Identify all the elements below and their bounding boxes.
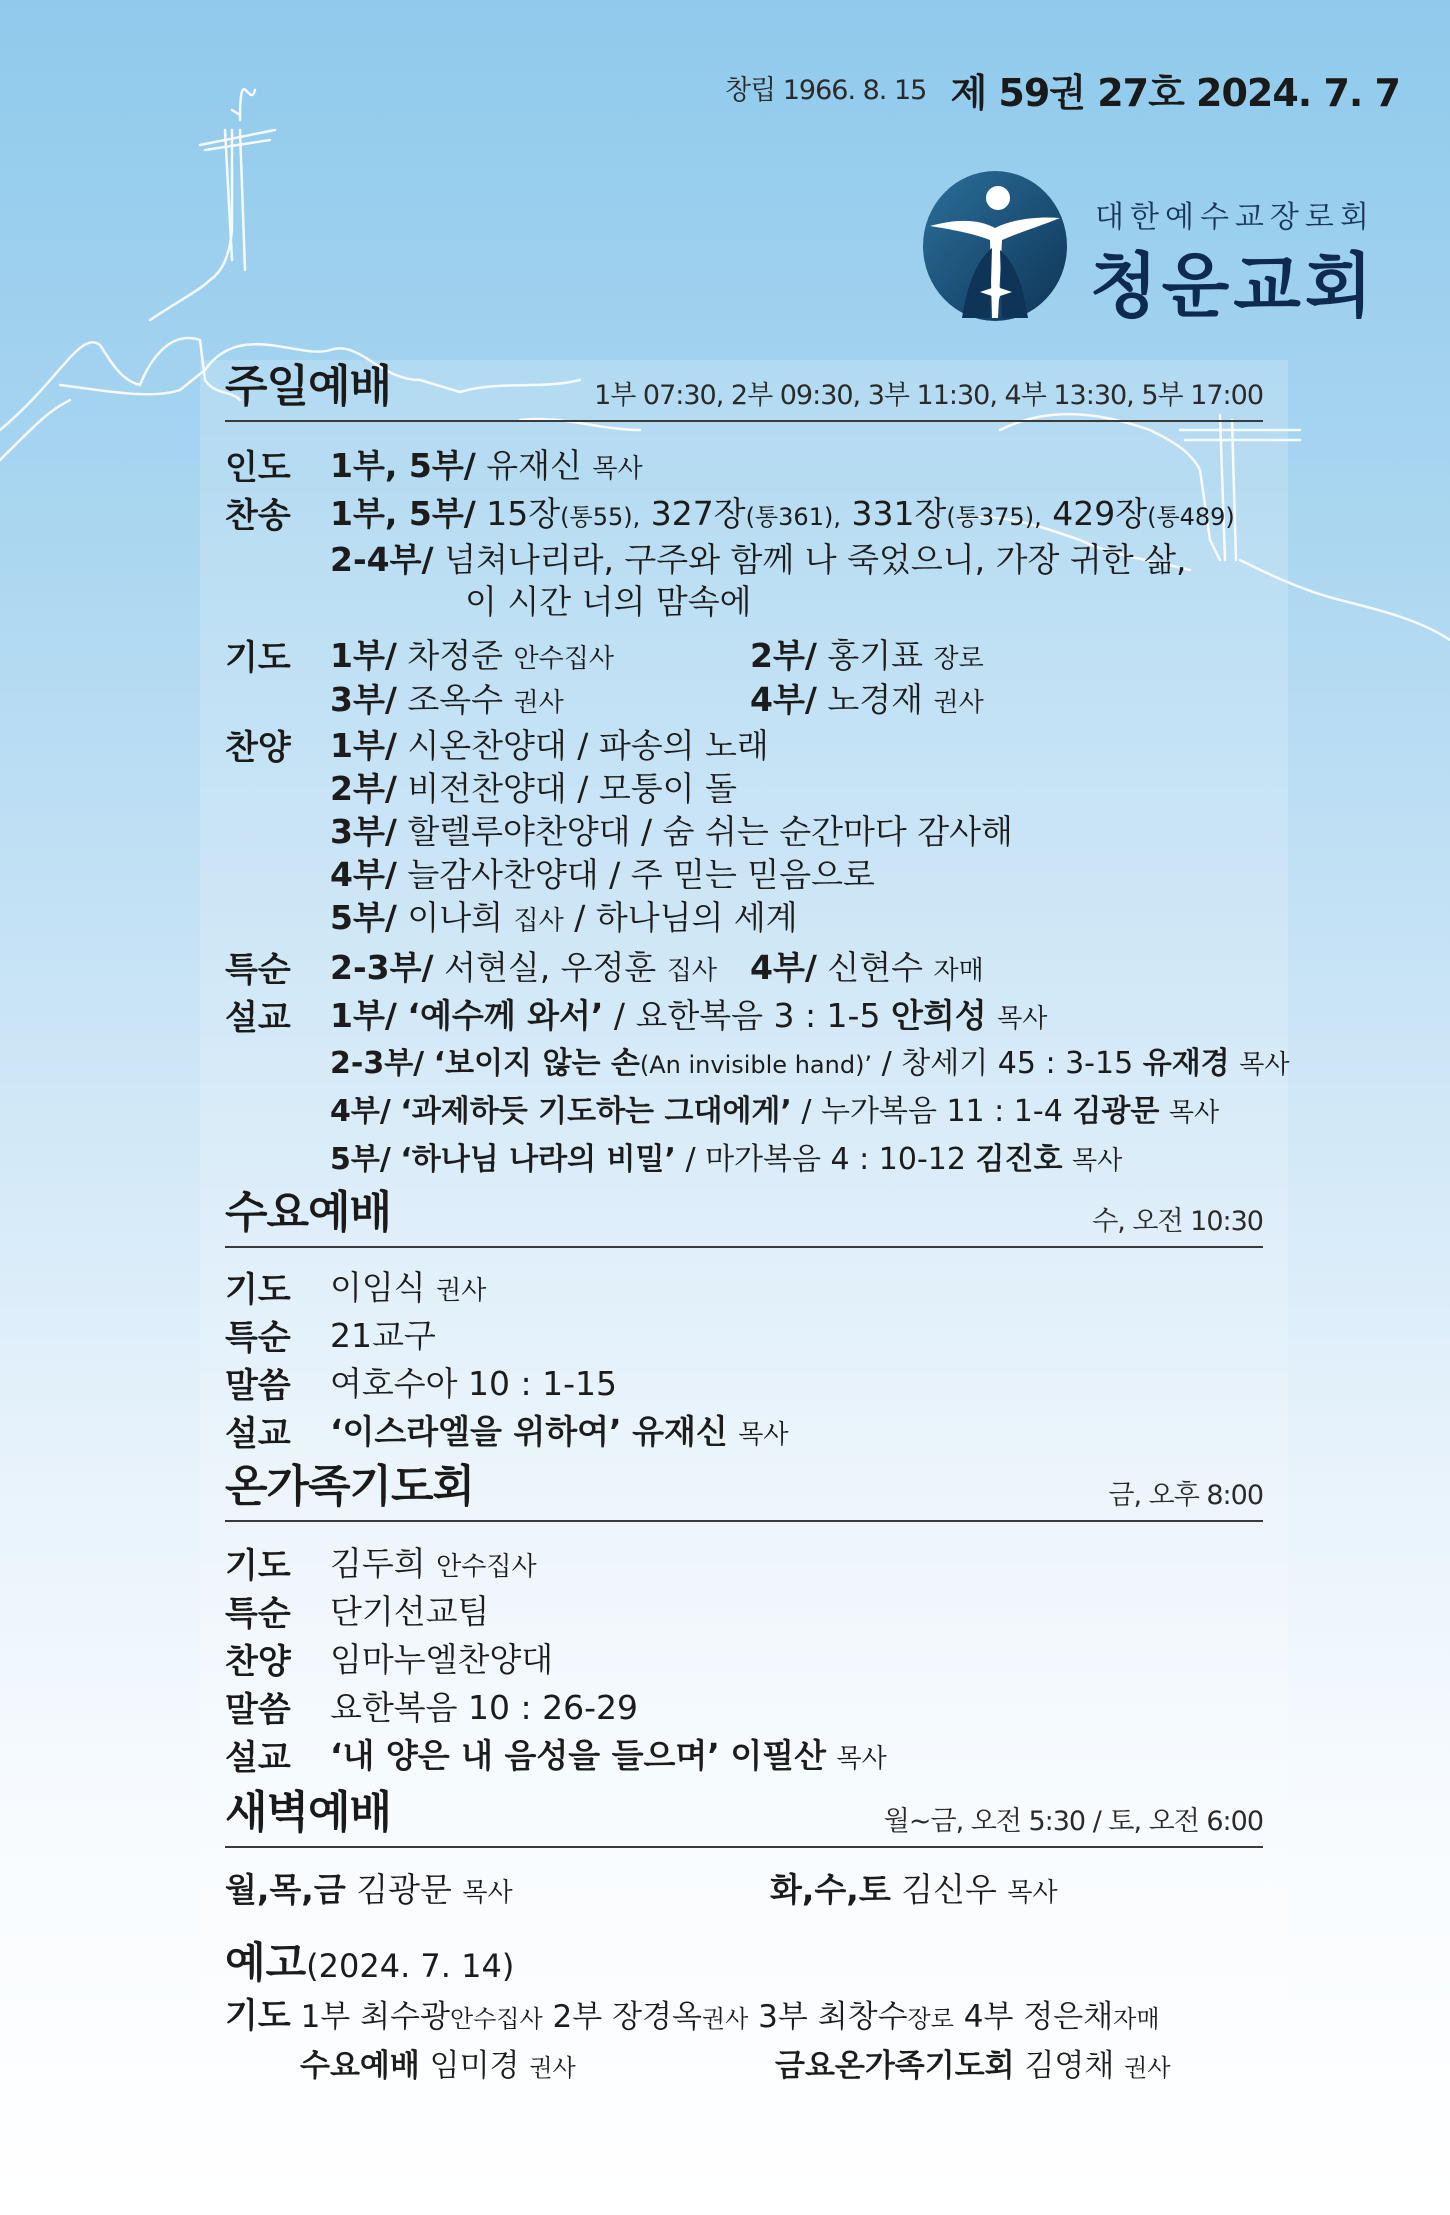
prayer-row-2 (225, 674, 1285, 718)
special-row (225, 942, 1285, 990)
sermon-title: ‘이스라엘을 위하여’ (330, 1412, 622, 1451)
role-title: 권사 (513, 688, 564, 718)
invocation-row (225, 440, 1285, 488)
scripture: / 요한복음 3 : 1-5 (613, 996, 881, 1035)
row-label: 설교 (225, 1738, 291, 1778)
row-label: 인도 (225, 448, 291, 488)
person-name: 홍기표 (827, 636, 924, 675)
part-prefix: 5부/ (330, 898, 397, 937)
hymn-row-3 (225, 576, 1285, 620)
preacher-name: 안희성 (890, 996, 987, 1035)
hymn-alt: (통55), (560, 503, 641, 531)
part-prefix: 2부/ (330, 769, 397, 808)
denomination-name: 대한예수교장로회 (1095, 200, 1375, 235)
part-prefix: 1부, 5부/ (330, 446, 476, 485)
sermon-row-2 (225, 1038, 1290, 1082)
hymn-number: 15장 (486, 494, 561, 533)
role-title: 장로 (933, 644, 984, 674)
row-value: 임마누엘찬양대 (330, 1640, 554, 1679)
section-title: 수요예배 (225, 1187, 392, 1238)
part-prefix: 5부/ (330, 1142, 391, 1177)
role-title: 안수집사 (513, 644, 615, 674)
row-label: 특순 (225, 1318, 291, 1358)
scripture: / 마가복음 4 : 10-12 (685, 1142, 966, 1177)
sermon-title: ‘보이지 않는 손 (433, 1046, 640, 1081)
role-title: 권사 (436, 1276, 487, 1306)
service-label: 금요온가족기도회 (775, 2048, 1015, 2084)
role-title: 자매 (933, 956, 984, 986)
part-prefix: 2부/ (750, 636, 817, 675)
family-row (225, 1538, 1285, 1586)
role-title: 집사 (513, 906, 564, 936)
church-logo (920, 168, 1380, 327)
founded-date: 창립 1966. 8. 15 (725, 75, 927, 106)
section-title: 주일예배 (225, 361, 392, 412)
row-label: 설교 (225, 998, 291, 1038)
role-title: 목사 (997, 1004, 1048, 1034)
part-prefix: 2-3부/ (330, 1046, 425, 1081)
choir-row-4 (225, 849, 1285, 893)
sermon-row-3 (225, 1086, 1285, 1130)
part-prefix: 4부/ (330, 855, 397, 894)
scripture: / 창세기 45 : 3-15 (881, 1046, 1134, 1081)
leader-name: 유재신 (486, 446, 582, 485)
sunday-section-header (225, 360, 1263, 422)
part-prefix: 4부/ (750, 948, 817, 987)
row-value: 여호수아 10 : 1-15 (330, 1364, 617, 1403)
notice-service-row (225, 2040, 1285, 2084)
part-prefix: 4부/ (750, 680, 817, 719)
sermon-title: ‘과제하듯 기도하는 그대에게’ (400, 1094, 792, 1129)
row-label: 기도 (225, 1270, 291, 1310)
hymn-number: 327장 (650, 494, 746, 533)
scripture: / 누가복음 11 : 1-4 (801, 1094, 1063, 1129)
service-label: 수요예배 (300, 2048, 420, 2084)
part-label: 3부 (758, 1999, 808, 2035)
role-title: 목사 (462, 1878, 513, 1908)
family-section-header (225, 1460, 1263, 1522)
row-label: 기도 (225, 638, 291, 678)
row-label: 말씀 (225, 1366, 291, 1406)
section-title: 온가족기도회 (225, 1461, 475, 1512)
person-name: 노경재 (827, 680, 924, 719)
role-title: 권사 (933, 688, 984, 718)
role-title: 목사 (738, 1420, 789, 1450)
wednesday-section-header (225, 1186, 1263, 1248)
row-label: 특순 (225, 950, 291, 990)
role-title: 목사 (1072, 1146, 1123, 1176)
song-list: 넘쳐나리라, 구주와 함께 나 죽었으니, 가장 귀한 삶, (444, 540, 1187, 579)
hymn-number: 429장 (1052, 494, 1148, 533)
person-name: 장경옥 (612, 1999, 702, 2035)
part-prefix: 1부/ (330, 636, 397, 675)
part-label: 4부 (963, 1999, 1014, 2035)
hymn-number: 331장 (851, 494, 947, 533)
notice-prayer-row (225, 1988, 1285, 2036)
hymn-row-2 (225, 534, 1285, 578)
issue-number: 제 59권 27호 2024. 7. 7 (950, 71, 1400, 115)
sermon-row-4 (225, 1134, 1285, 1178)
section-time: 월~금, 오전 5:30 / 토, 오전 6:00 (883, 1806, 1263, 1837)
part-prefix: 4부/ (330, 1094, 391, 1129)
role-title: 목사 (1007, 1878, 1058, 1908)
hymn-alt: (통375), (946, 503, 1042, 531)
row-label: 찬양 (225, 1642, 291, 1682)
choir-text: 시온찬양대 / 파송의 노래 (407, 726, 769, 765)
section-time: 금, 오후 8:00 (1108, 1480, 1263, 1511)
preacher-name: 김광문 (1072, 1094, 1160, 1129)
preacher-name: 유재경 (1142, 1046, 1230, 1081)
part-prefix: 1부, 5부/ (330, 494, 476, 533)
preacher-name: 김광문 (356, 1870, 452, 1909)
person-name: 조옥수 (407, 680, 504, 719)
sermon-title: ‘예수께 와서’ (407, 996, 604, 1035)
role-title: 자매 (1113, 2005, 1160, 2033)
bulletin-content (200, 360, 1288, 2120)
person-name: 차정준 (407, 636, 504, 675)
row-value: 요한복음 10 : 26-29 (330, 1688, 638, 1727)
role-title: 집사 (666, 956, 718, 986)
part-prefix: 3부/ (330, 812, 397, 851)
role-title: 목사 (1168, 1098, 1220, 1128)
person-name: 서현실, 우정훈 (444, 948, 657, 987)
choir-row (225, 720, 1285, 768)
sermon-title-en: (An invisible hand)’ (639, 1051, 873, 1079)
row-label: 말씀 (225, 1690, 291, 1730)
sermon-title: ‘내 양은 내 음성을 들으며’ (330, 1736, 720, 1775)
row-label: 설교 (225, 1414, 291, 1454)
role-title: 목사 (1239, 1050, 1290, 1080)
row-value: 김두희 (330, 1544, 426, 1583)
choir-text: 할렐루야찬양대 / 숨 쉬는 순간마다 감사해 (407, 812, 1013, 851)
masthead-meta (725, 62, 1400, 115)
row-value: 단기선교팀 (330, 1592, 490, 1631)
role-title: 안수집사 (449, 2005, 543, 2033)
prayer-row (225, 630, 1285, 678)
hymn-alt: (통489) (1147, 503, 1235, 531)
notice-header (225, 1930, 1285, 1987)
church-emblem-icon (920, 168, 1070, 323)
sermon-row (225, 990, 1285, 1038)
wednesday-row (225, 1262, 1285, 1310)
role-title: 권사 (1124, 2054, 1171, 2082)
preacher-name: 김진호 (975, 1142, 1063, 1177)
role-title: 장로 (907, 2005, 954, 2033)
row-label: 찬양 (225, 728, 291, 768)
wednesday-row (225, 1310, 1285, 1358)
days: 화,수,토 (770, 1870, 891, 1909)
part-prefix: 3부/ (330, 680, 397, 719)
row-label: 특순 (225, 1594, 291, 1634)
dawn-row (225, 1864, 1285, 1908)
notice-date: (2024. 7. 14) (306, 1947, 515, 1985)
person-name: 정은채 (1023, 1999, 1114, 2035)
person-name: 최수광 (360, 1999, 450, 2035)
person-name: 임미경 (429, 2048, 520, 2084)
choir-row-3 (225, 806, 1285, 850)
family-row (225, 1634, 1285, 1682)
row-value: 이임식 (330, 1268, 426, 1307)
wednesday-row (225, 1358, 1285, 1406)
choir-row-2 (225, 763, 1285, 807)
role-title: 목사 (592, 454, 643, 484)
dawn-section-header (225, 1786, 1263, 1848)
family-row (225, 1682, 1285, 1730)
row-value: 21교구 (330, 1316, 436, 1355)
role-title: 권사 (701, 2005, 749, 2033)
part-label: 1부 (300, 1999, 351, 2035)
choir-row-5 (225, 892, 1285, 936)
notice-title: 예고 (225, 1938, 307, 1987)
role-title: 권사 (529, 2054, 576, 2082)
person-name: 신현수 (827, 948, 924, 987)
role-title: 목사 (836, 1744, 887, 1774)
section-title: 새벽예배 (225, 1787, 392, 1838)
choir-text: 비전찬양대 / 모퉁이 돌 (407, 769, 737, 808)
days: 월,목,금 (225, 1870, 346, 1909)
row-label: 기도 (225, 1996, 291, 2036)
part-prefix: 2-3부/ (330, 948, 434, 987)
hymn-row (225, 488, 1285, 536)
part-prefix: 1부/ (330, 726, 397, 765)
person-name: 김영채 (1024, 2048, 1115, 2084)
preacher-name: 유재신 (632, 1412, 728, 1451)
part-label: 2부 (552, 1999, 603, 2035)
part-prefix: 1부/ (330, 996, 397, 1035)
song-list-cont: 이 시간 너의 맘속에 (465, 582, 752, 621)
church-name: 청운교회 (1090, 245, 1377, 327)
wednesday-sermon-row (225, 1406, 1285, 1454)
sermon-title: ‘하나님 나라의 비밀’ (400, 1142, 676, 1177)
family-row (225, 1586, 1285, 1634)
choir-text: 늘감사찬양대 / 주 믿는 믿음으로 (407, 855, 875, 894)
person-name: 이나희 (407, 898, 504, 937)
role-title: 안수집사 (436, 1552, 537, 1582)
section-time: 수, 오전 10:30 (1092, 1206, 1263, 1237)
hymn-alt: (통361), (745, 503, 841, 531)
choir-text: / 하나님의 세계 (574, 898, 798, 937)
preacher-name: 이필산 (730, 1736, 826, 1775)
preacher-name: 김신우 (901, 1870, 997, 1909)
row-label: 기도 (225, 1546, 291, 1586)
section-time: 1부 07:30, 2부 09:30, 3부 11:30, 4부 13:30, 5부 17:00 (594, 380, 1263, 411)
part-prefix: 2-4부/ (330, 540, 434, 579)
person-name: 최창수 (817, 1999, 908, 2035)
family-sermon-row (225, 1730, 1285, 1778)
row-label: 찬송 (225, 496, 291, 536)
